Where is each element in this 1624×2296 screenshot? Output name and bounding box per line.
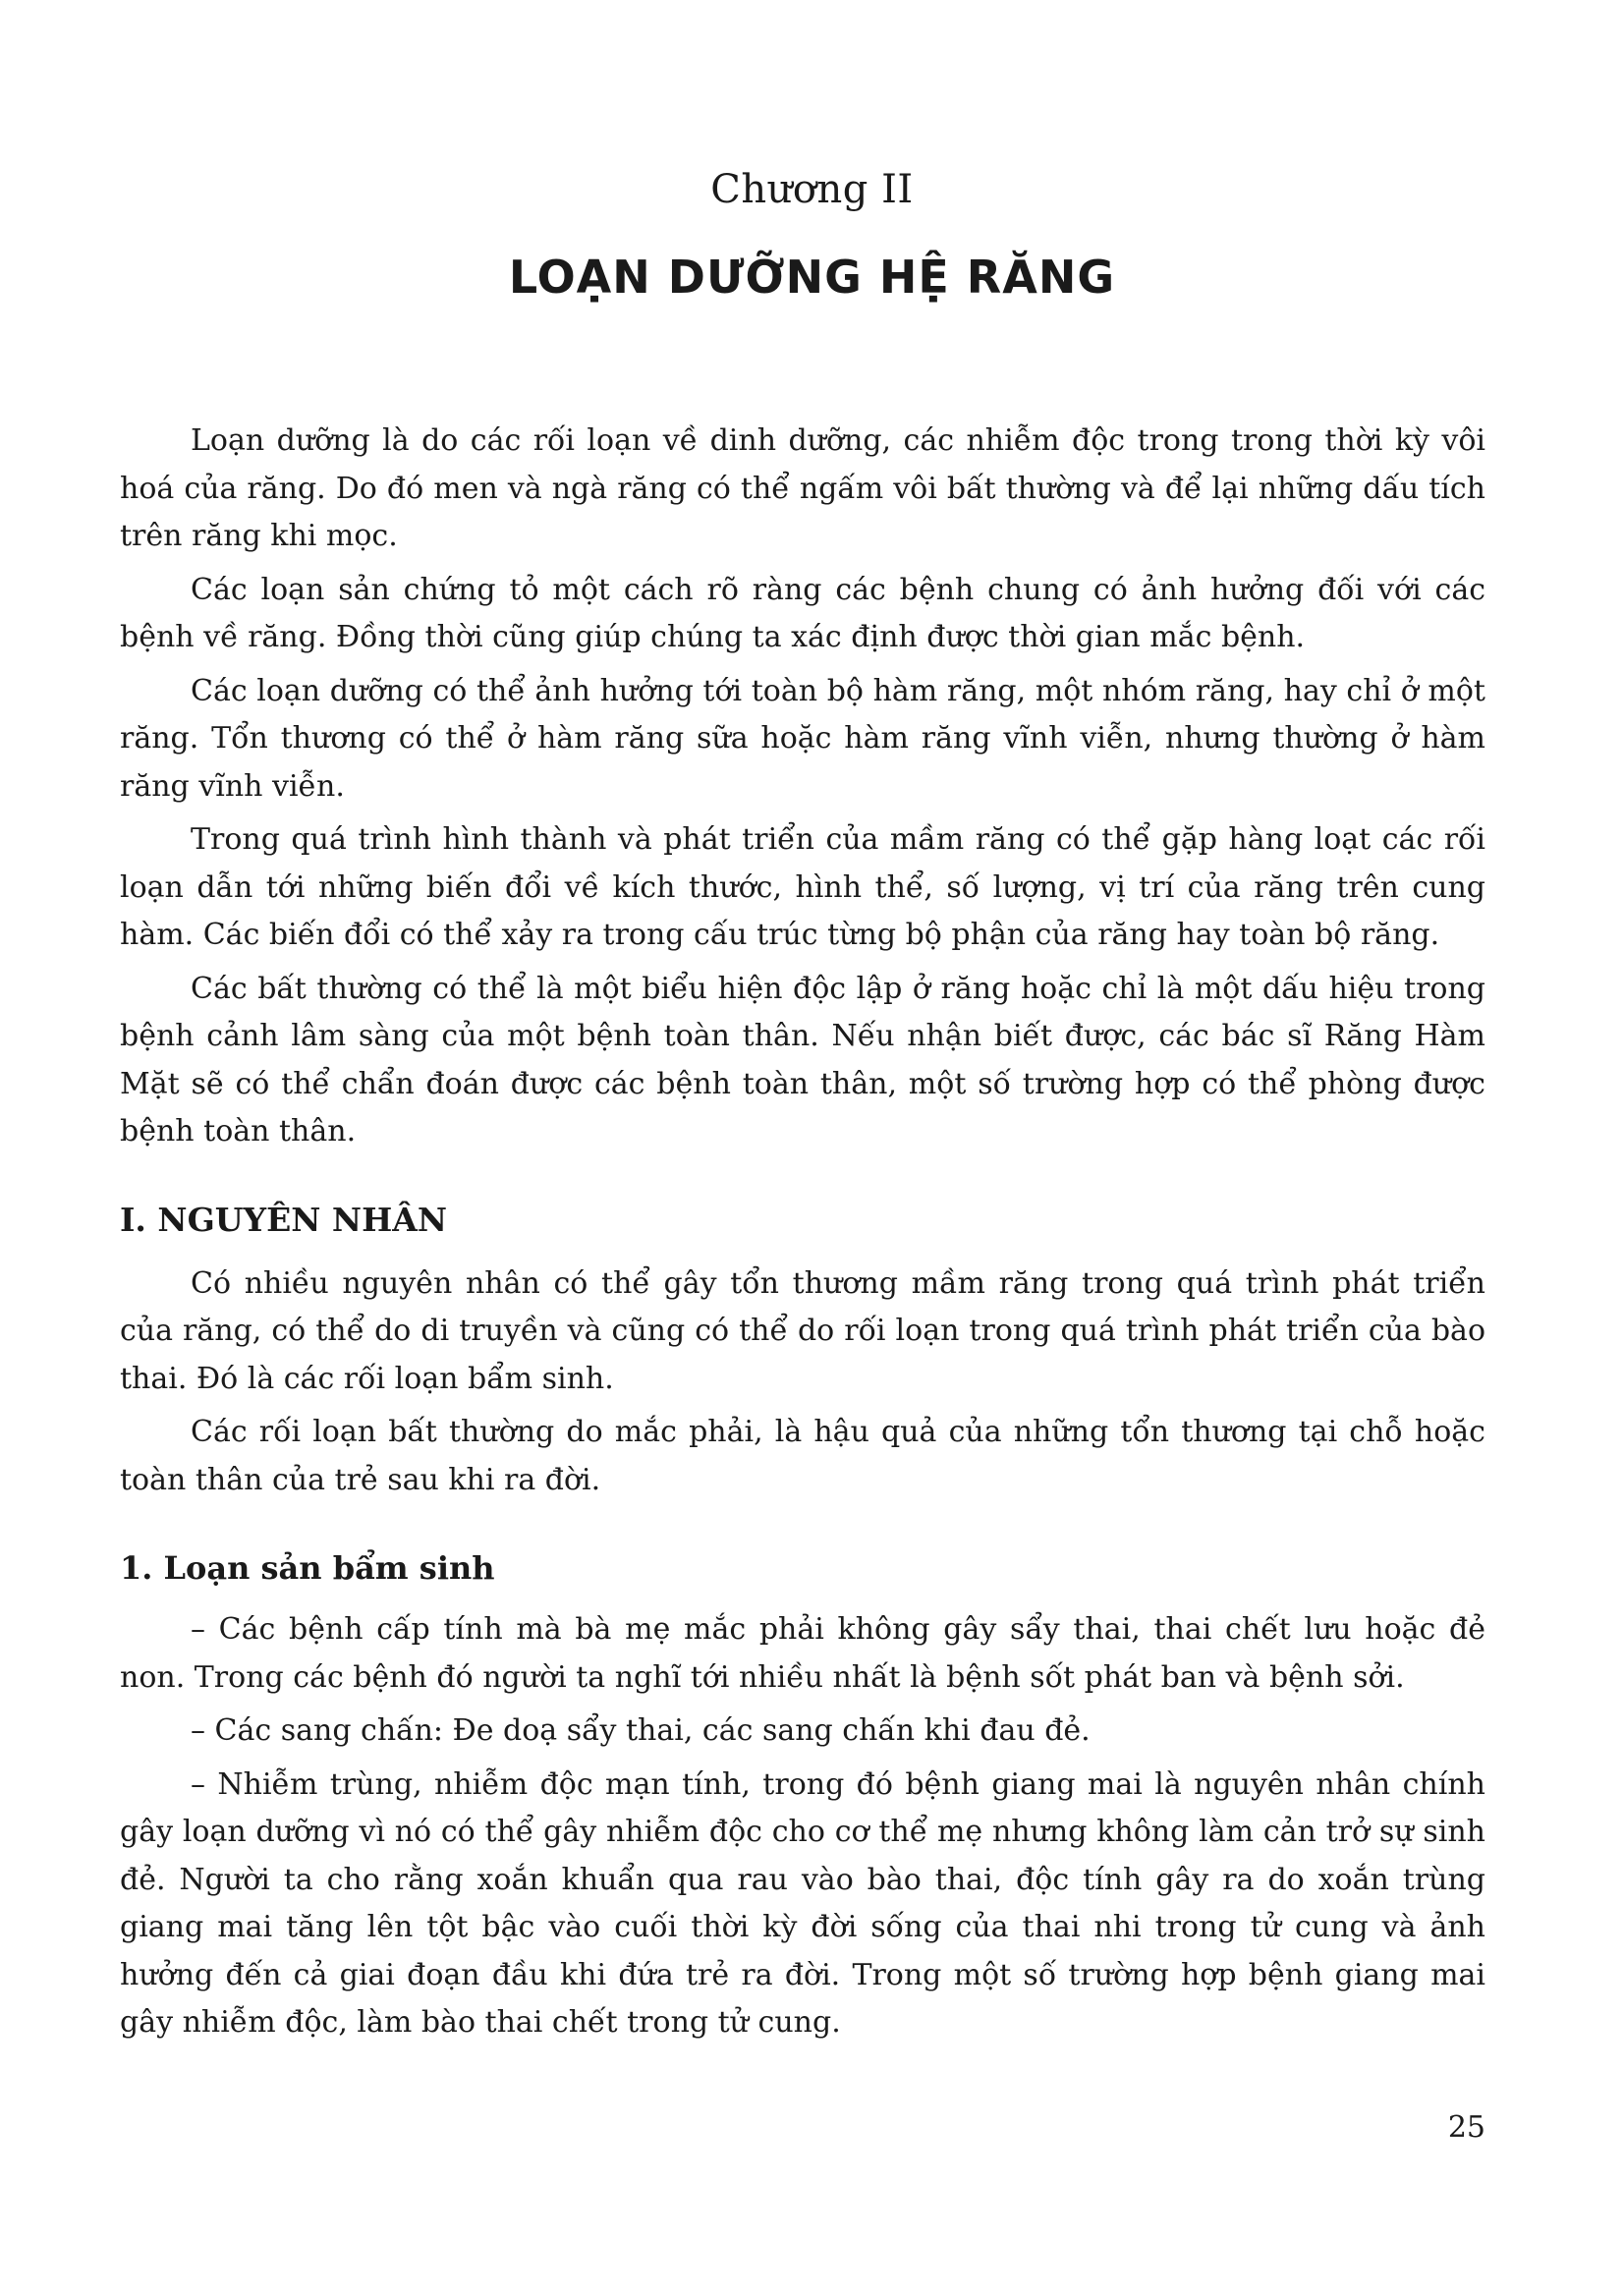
chapter-label: Chương II: [710, 167, 914, 212]
subsection-heading-congenital: 1. Loạn sản bẩm sinh: [120, 1549, 495, 1587]
page-number: 25: [1447, 2110, 1485, 2145]
intro-paragraph-5: Các bất thường có thể là một biểu hiện độc lập ở răng hoặc chỉ là một dấu hiệu trong bệnh cảnh lâm sàng của một bệnh toàn thân. Nếu nhận biết được, các bác sĩ Răng Hàm Mặt sẽ có thể chẩn đoán được các bệnh toàn thân, một số trường hợp có thể phòng được bệnh toàn thân.: [120, 971, 1485, 1148]
intro-paragraph-3: Các loạn dưỡng có thể ảnh hưởng tới toàn bộ hàm răng, một nhóm răng, hay chỉ ở một răng. Tổn thương có thể ở hàm răng sữa hoặc hàm răng vĩnh viễn, nhưng thường ở hàm răng vĩnh viễn.: [120, 673, 1485, 804]
page-body: [120, 418, 1485, 2053]
causes-paragraph-1: Có nhiều nguyên nhân có thể gây tổn thương mầm răng trong quá trình phát triển của răng, có thể do di truyền và cũng có thể do rối loạn trong quá trình phát triển của bào thai. Đó là các rối loạn bẩm sinh.: [120, 1265, 1485, 1396]
congenital-item-3: – Nhiễm trùng, nhiễm độc mạn tính, trong đó bệnh giang mai là nguyên nhân chính gây loạn dưỡng vì nó có thể gây nhiễm độc cho cơ thể mẹ nhưng không làm cản trở sự sinh đẻ. Người ta cho rằng xoắn khuẩn qua rau vào bào thai, độc tính gây ra do xoắn trùng giang mai tăng lên tột bậc vào cuối thời kỳ đời sống của thai nhi trong tử cung và ảnh hưởng đến cả giai đoạn đầu khi đứa trẻ ra đời. Trong một số trường hợp bệnh giang mai gây nhiễm độc, làm bào thai chết trong tử cung.: [120, 1766, 1485, 2040]
intro-paragraph-2: Các loạn sản chứng tỏ một cách rõ ràng các bệnh chung có ảnh hưởng đối với các bệnh về răng. Đồng thời cũng giúp chúng ta xác định được thời gian mắc bệnh.: [120, 572, 1485, 654]
congenital-item-1: – Các bệnh cấp tính mà bà mẹ mắc phải không gây sẩy thai, thai chết lưu hoặc đẻ non. Trong các bệnh đó người ta nghĩ tới nhiều nhất là bệnh sốt phát ban và bệnh sởi.: [120, 1612, 1485, 1695]
intro-paragraph-1: Loạn dưỡng là do các rối loạn về dinh dưỡng, các nhiễm độc trong trong thời kỳ vôi hoá của răng. Do đó men và ngà răng có thể ngấm vôi bất thường và để lại những dấu tích trên răng khi mọc.: [120, 423, 1485, 553]
section-heading-causes: I. NGUYÊN NHÂN: [120, 1200, 448, 1239]
intro-paragraph-4: Trong quá trình hình thành và phát triển của mầm răng có thể gặp hàng loạt các rối loạn dẫn tới những biến đổi về kích thước, hình thể, số lượng, vị trí của răng trên cung hàm. Các biến đổi có thể xảy ra trong cấu trúc từng bộ phận của răng hay toàn bộ răng.: [120, 822, 1485, 952]
causes-paragraph-2: Các rối loạn bất thường do mắc phải, là hậu quả của những tổn thương tại chỗ hoặc toàn thân của trẻ sau khi ra đời.: [120, 1415, 1485, 1497]
chapter-title: LOẠN DƯỠNG HỆ RĂNG: [508, 251, 1116, 304]
congenital-item-2: – Các sang chấn: Đe doạ sẩy thai, các sang chấn khi đau đẻ.: [191, 1713, 1091, 1748]
